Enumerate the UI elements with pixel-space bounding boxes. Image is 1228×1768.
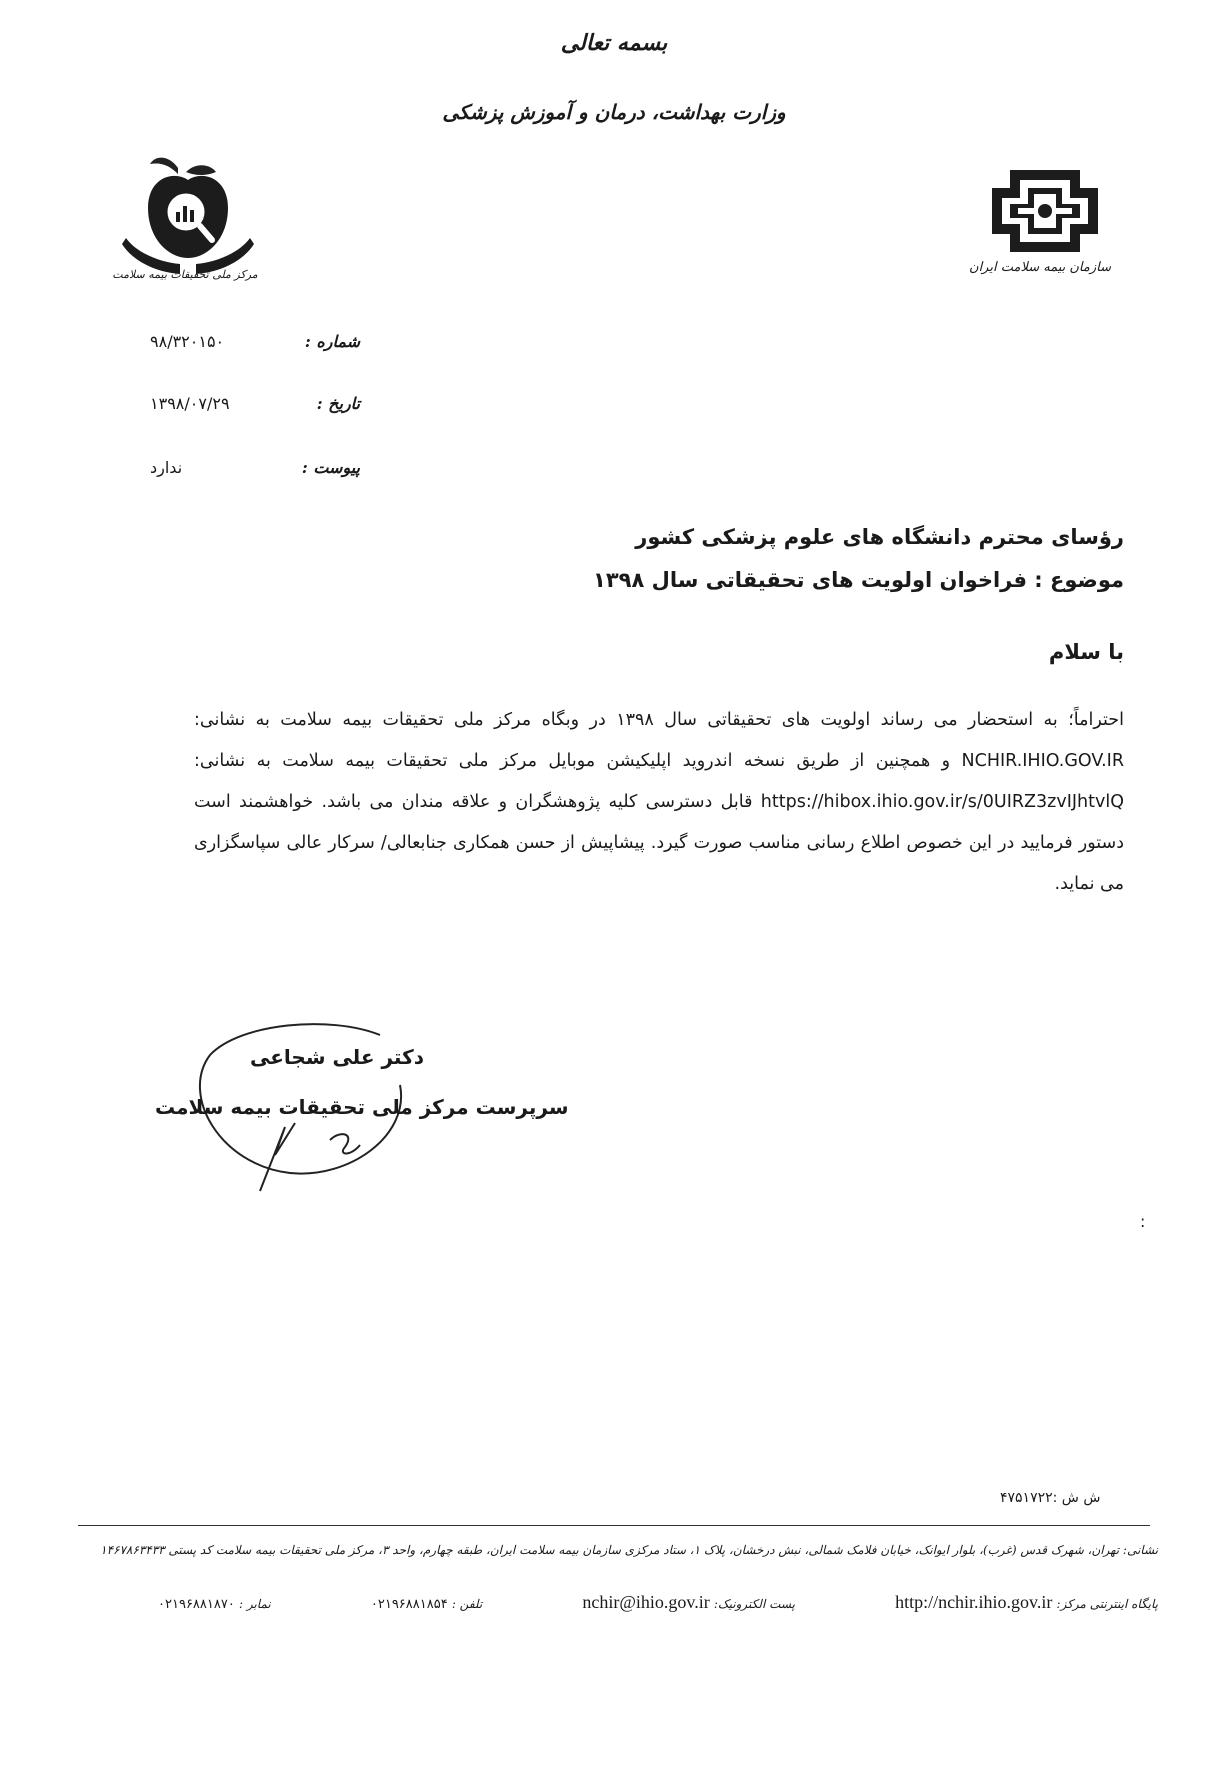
invocation-header: بسمه تعالی: [560, 30, 668, 56]
footer-phone: [371, 1597, 482, 1612]
letter-greeting: با سلام: [1048, 640, 1124, 664]
letter-attachment-value: ندارد: [150, 457, 183, 477]
insurance-organization-caption: سازمان بیمه سلامت ایران: [969, 260, 1111, 275]
letter-date-label: تاریخ :: [316, 393, 360, 413]
stray-colon: :: [1140, 1212, 1146, 1231]
footer-address: نشانی: تهران، شهرک قدس (غرب)، بلوار ایوانک، خیابان فلامک شمالی، نبش درخشان، پلاک ۱، ستاد مرکزی سازمان بیمه سلامت ایران، طبقه چهارم، واحد ۳، مرکز ملی تحقیقات بیمه سلامت کد پستی ۱۴۶۷۸۶۳۴۳۳: [100, 1543, 1158, 1557]
letter-attachment-row: [150, 452, 360, 482]
footer-contacts: [158, 1592, 1158, 1613]
insurance-organization-logo: [990, 168, 1100, 254]
footer-divider: [78, 1525, 1150, 1526]
footer-website: [895, 1592, 1158, 1613]
letter-date-row: [150, 388, 360, 418]
email-label: پست الکترونیک:: [713, 1597, 795, 1611]
letter-recipient: رؤسای محترم دانشگاه های علوم پزشکی کشور: [635, 525, 1124, 549]
phone-number: ۰۲۱۹۶۸۸۱۸۵۴: [370, 1597, 448, 1612]
letter-date-value: ۱۳۹۸/۰۷/۲۹: [150, 393, 230, 413]
fax-label: نمابر :: [238, 1597, 271, 1611]
footer-fax: [158, 1597, 271, 1612]
letter-number-row: [150, 326, 360, 356]
email-link[interactable]: nchir@ihio.gov.ir: [582, 1592, 710, 1612]
letter-number-value: ۹۸/۳۲۰۱۵۰: [150, 331, 225, 351]
research-center-caption: مرکز ملی تحقیقات بیمه سلامت: [112, 268, 258, 281]
phone-label: تلفن :: [451, 1597, 483, 1611]
ministry-name: وزارت بهداشت، درمان و آموزش پزشکی: [442, 100, 786, 124]
fax-number: ۰۲۱۹۶۸۸۱۸۷۰: [158, 1597, 235, 1612]
signatory-title: سرپرست مرکز ملی تحقیقات بیمه سلامت: [155, 1095, 569, 1119]
letter-number-label: شماره :: [304, 331, 360, 351]
postal-box: ش ش :۴۷۵۱۷۲۲: [1000, 1490, 1101, 1506]
signatory-name: دکتر علی شجاعی: [250, 1045, 424, 1069]
footer-email: [582, 1592, 795, 1613]
website-link[interactable]: http://nchir.ihio.gov.ir: [895, 1592, 1053, 1612]
letter-attachment-label: پیوست :: [301, 457, 360, 477]
letter-subject: موضوع : فراخوان اولویت های تحقیقاتی سال ۱۳۹۸: [593, 568, 1124, 592]
letter-body: احتراماً؛ به استحضار می رساند اولویت های تحقیقاتی سال ۱۳۹۸ در وبگاه مرکز ملی تحقیقات بیمه سلامت به نشانی: NCHIR.IHIO.GOV.IR و همچنین از طریق نسخه اندروید اپلیکیشن موبایل مرکز ملی تحقیقات بیمه سلامت به نشانی: https://hibox.ihio.gov.ir/s/0UIRZ3zvIJhtvlQ قابل دسترسی کلیه پژوهشگران و علاقه مندان می باشد. خواهشمند است دستور فرمایید در این خصوص اطلاع رسانی مناسب صورت گیرد. پیشاپیش از حسن همکاری جنابعالی/ سرکار عالی سپاسگزاری می نماید.: [194, 710, 1124, 894]
website-label: پایگاه اینترنتی مرکز:: [1056, 1597, 1158, 1611]
